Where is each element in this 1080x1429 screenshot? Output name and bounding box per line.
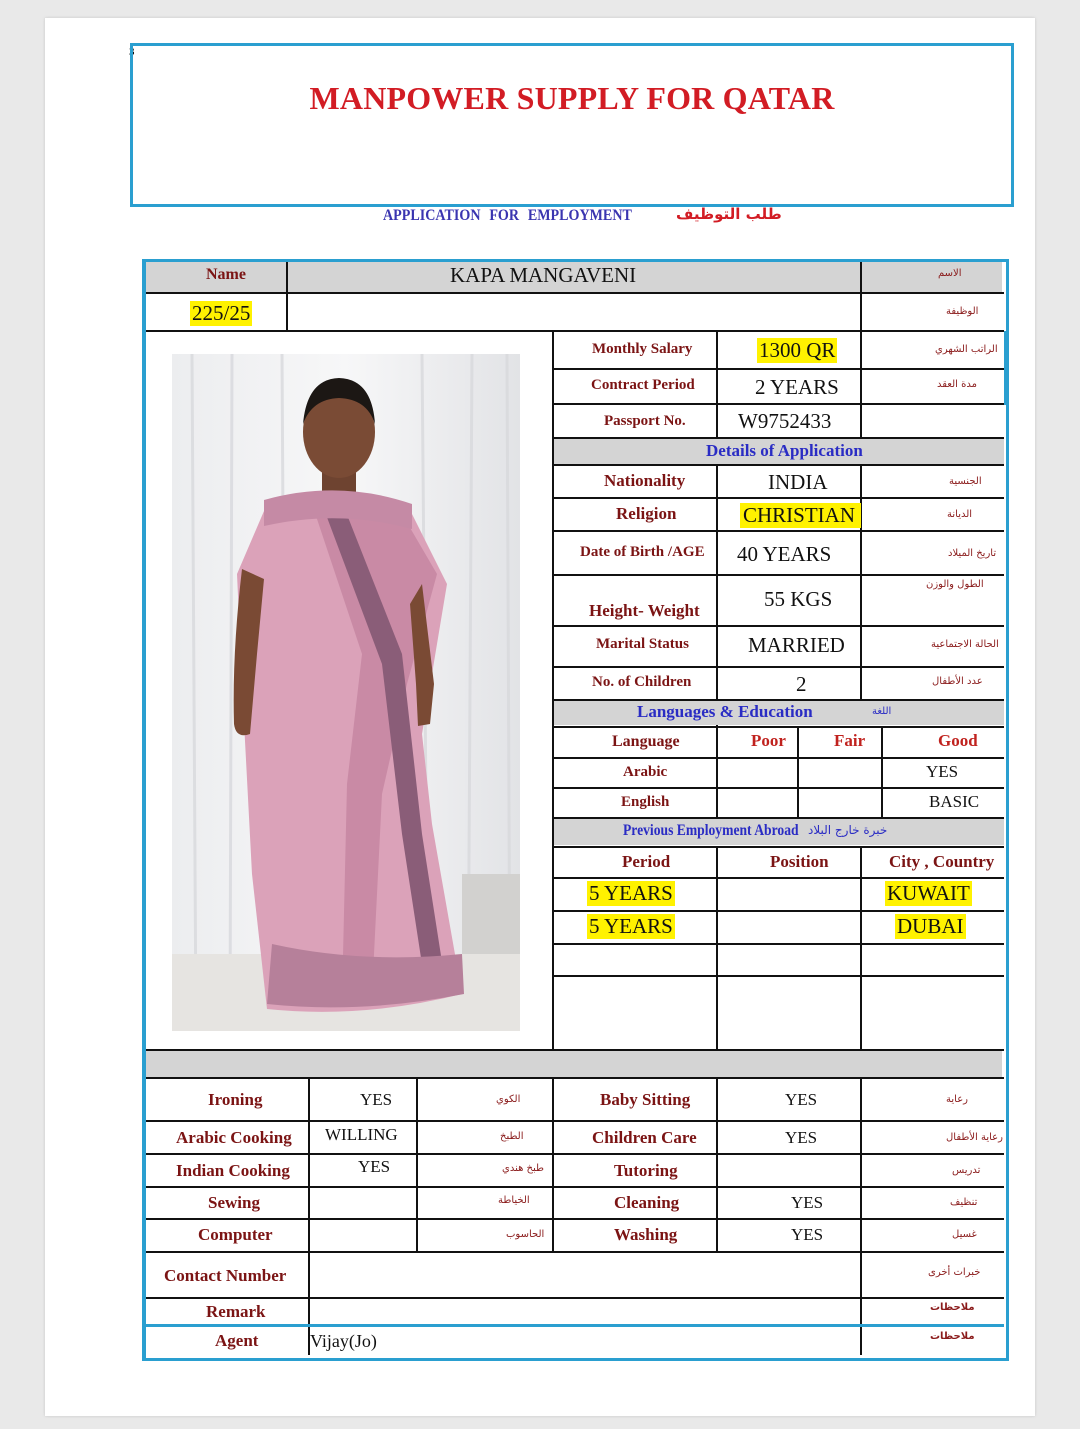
skill-arabic-cooking-value: WILLING	[325, 1125, 398, 1144]
religion-label: Religion	[616, 504, 677, 523]
dob-age-value: 40 YEARS	[737, 542, 832, 566]
skill-computer-arabic: الحاسوب	[506, 1229, 545, 1240]
skill-tutoring-arabic: تدريس	[952, 1165, 981, 1176]
application-subtitle: APPLICATION FOR EMPLOYMENT	[383, 207, 632, 224]
contract-period-arabic: مدة العقد	[937, 379, 977, 390]
skill-baby-sitting-label: Baby Sitting	[600, 1090, 691, 1109]
applicant-photo	[172, 354, 520, 1031]
skill-washing-arabic: غسيل	[952, 1229, 977, 1240]
employment-1-country: KUWAIT	[887, 881, 970, 905]
skill-arabic-cooking-label: Arabic Cooking	[176, 1128, 292, 1147]
skill-children-care-arabic: رعاية الأطفال	[946, 1132, 1003, 1143]
skill-sewing-arabic: الخياطة	[498, 1195, 530, 1206]
remark-arabic: ملاحظات	[930, 1302, 975, 1313]
poor-column-header: Poor	[751, 731, 786, 750]
nationality-value: INDIA	[768, 470, 828, 494]
document-title: MANPOWER SUPPLY FOR QATAR	[309, 80, 835, 116]
dob-age-arabic: تاريخ الميلاد	[948, 548, 997, 559]
position-column-header: Position	[770, 852, 829, 871]
monthly-salary-label: Monthly Salary	[592, 341, 693, 357]
employment-2-period: 5 YEARS	[589, 914, 673, 938]
height-weight-label: Height- Weight	[589, 601, 700, 620]
skill-computer-label: Computer	[198, 1225, 273, 1244]
remark-label: Remark	[206, 1302, 266, 1321]
dob-age-label: Date of Birth /AGE	[580, 544, 705, 560]
agent-label: Agent	[215, 1331, 259, 1350]
skill-indian-cooking-label: Indian Cooking	[176, 1161, 290, 1180]
language-english-label: English	[621, 794, 670, 810]
nationality-label: Nationality	[604, 471, 686, 490]
skill-arabic-cooking-arabic: الطبخ	[500, 1131, 524, 1142]
title-box	[130, 43, 1014, 207]
ref-label-arabic: الوظيفة	[946, 306, 979, 317]
contact-number-arabic: خبرات أخرى	[928, 1267, 981, 1278]
employment-1-period: 5 YEARS	[589, 881, 673, 905]
marital-status-value: MARRIED	[748, 633, 845, 657]
skill-baby-sitting-arabic: رعاية	[946, 1094, 968, 1105]
skill-children-care-label: Children Care	[592, 1128, 697, 1147]
marital-status-arabic: الحالة الاجتماعية	[931, 639, 999, 650]
language-english-good: BASIC	[929, 792, 980, 811]
nationality-arabic: الجنسية	[949, 476, 982, 487]
name-label: Name	[206, 266, 246, 283]
skill-tutoring-label: Tutoring	[614, 1161, 678, 1180]
contract-period-label: Contract Period	[591, 377, 695, 393]
skill-children-care-value: YES	[785, 1128, 818, 1147]
language-arabic-label: Arabic	[623, 764, 668, 780]
employment-header: Previous Employment Abroad	[623, 822, 799, 839]
skill-ironing-label: Ironing	[208, 1090, 263, 1109]
marital-status-label: Marital Status	[596, 636, 689, 652]
skill-cleaning-arabic: تنظيف	[950, 1197, 978, 1208]
children-arabic: عدد الأطفال	[932, 676, 983, 687]
reference-number: 225/25	[192, 301, 251, 325]
skill-washing-value: YES	[791, 1225, 824, 1244]
agent-arabic: ملاحظات	[930, 1331, 975, 1342]
agent-value: Vijay(Jo)	[310, 1331, 377, 1351]
skill-ironing-value: YES	[360, 1090, 393, 1109]
monthly-salary-value: 1300 QR	[759, 338, 836, 362]
skill-cleaning-value: YES	[791, 1193, 824, 1212]
employment-header-arabic: خبرة خارج البلاد	[808, 823, 888, 837]
skill-ironing-arabic: الكوي	[496, 1094, 521, 1105]
languages-header-arabic: اللغة	[872, 706, 892, 717]
corner-mark: 3	[129, 46, 135, 58]
passport-label: Passport No.	[604, 413, 686, 429]
monthly-salary-arabic: الراتب الشهري	[935, 344, 998, 355]
children-label: No. of Children	[592, 674, 692, 690]
religion-arabic: الديانة	[947, 509, 973, 520]
height-weight-value: 55 KGS	[764, 587, 833, 611]
skill-sewing-label: Sewing	[208, 1193, 260, 1212]
employment-2-country: DUBAI	[897, 914, 964, 938]
photo-illustration	[172, 354, 520, 1031]
skill-indian-cooking-arabic: طبخ هندي	[502, 1163, 544, 1174]
skill-washing-label: Washing	[614, 1225, 678, 1244]
city-country-column-header: City , Country	[889, 852, 995, 871]
details-header: Details of Application	[706, 441, 863, 460]
applicant-name: KAPA MANGAVENI	[450, 263, 637, 287]
skill-indian-cooking-value: YES	[358, 1157, 391, 1176]
good-column-header: Good	[938, 731, 978, 750]
fair-column-header: Fair	[834, 731, 866, 750]
contact-number-label: Contact Number	[164, 1266, 287, 1285]
period-column-header: Period	[622, 852, 671, 871]
name-label-arabic: الاسم	[938, 268, 962, 279]
section-separator	[146, 1050, 1002, 1077]
religion-value: CHRISTIAN	[740, 503, 861, 528]
height-weight-arabic: الطول والوزن	[926, 579, 984, 590]
skill-baby-sitting-value: YES	[785, 1090, 818, 1109]
contract-period-value: 2 YEARS	[755, 375, 839, 399]
language-column-header: Language	[612, 733, 680, 750]
language-arabic-good: YES	[926, 762, 959, 781]
skill-cleaning-label: Cleaning	[614, 1193, 680, 1212]
passport-value: W9752433	[738, 409, 832, 433]
application-subtitle-arabic: طلب التوظيف	[676, 205, 782, 223]
children-value: 2	[796, 672, 807, 696]
languages-header: Languages & Education	[637, 702, 813, 721]
